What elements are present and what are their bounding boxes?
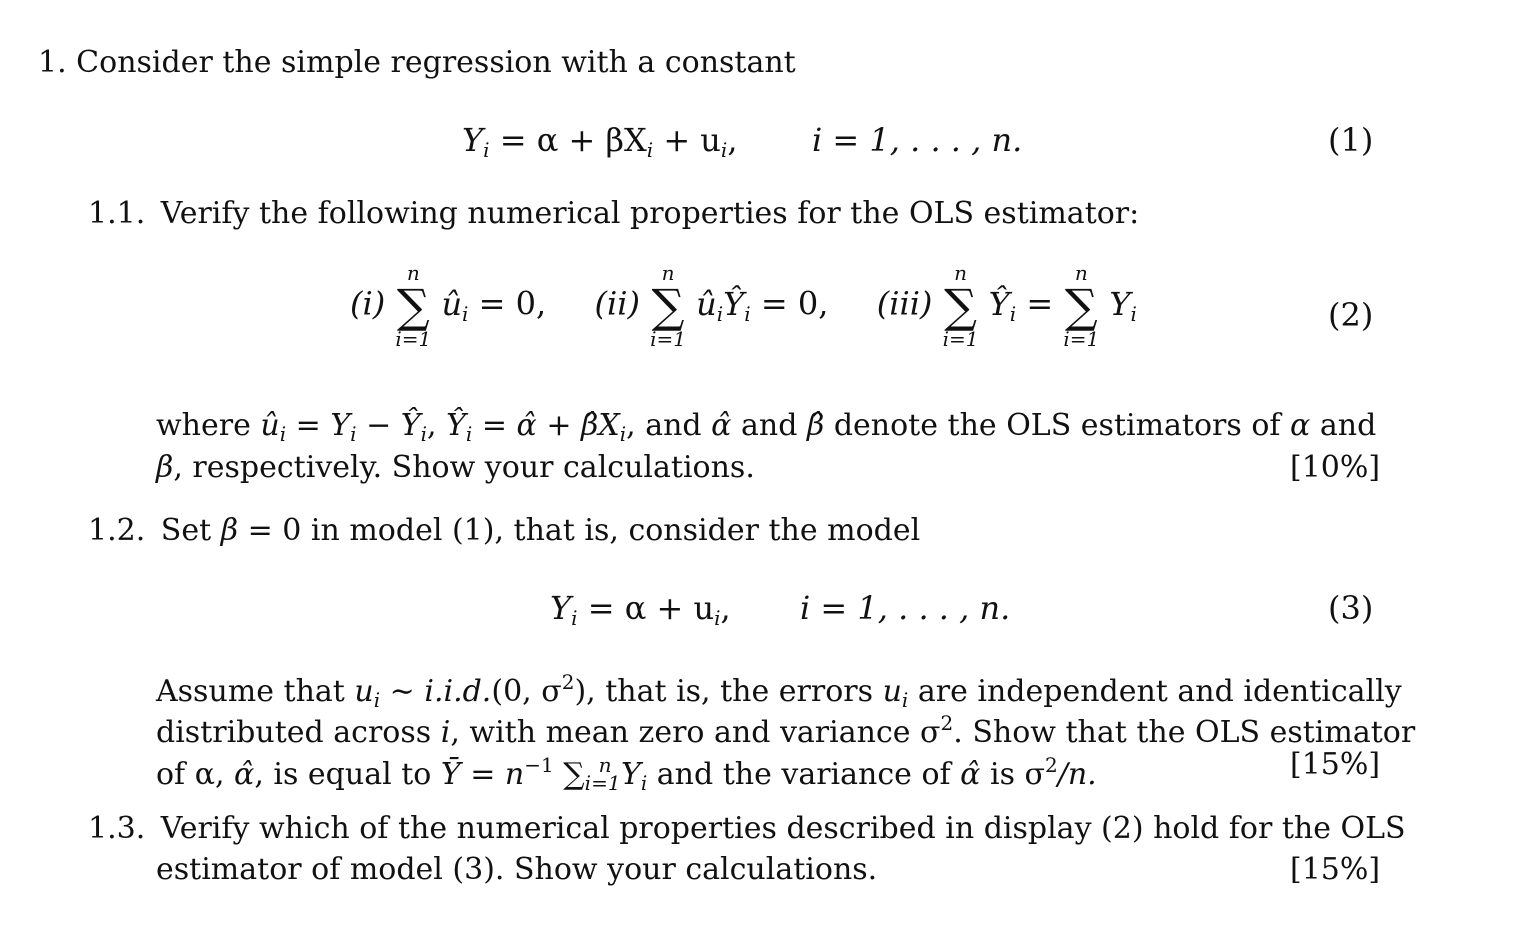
question-1-heading: [38, 46, 796, 80]
assume-line-3: of α, α̂, is equal to Ȳ = $n^{-1}$ $\sum_{i=1}^n$ $Y_i$ and the variance of α̂ is $\sigma^2/n$.: [156, 753, 1097, 795]
question-1-3: 1.3. Verify which of the numerical properties described in display (2) hold for the OLS: [88, 811, 1406, 846]
summation-symbol: n ∑ i=1: [395, 261, 432, 351]
assume-line-1: Assume that $u_i$ ∼ i.i.d.(0, $\sigma^2$), that is, the errors $u_i$ are independent and identically: [156, 670, 1402, 712]
eq1-rhs: = α + βX: [499, 121, 647, 159]
property-i-body: = 0,: [478, 284, 547, 323]
question-number: 1.1.: [88, 196, 146, 231]
summation-symbol: n ∑ i=1: [650, 261, 686, 351]
equation-2-tag: (2): [1328, 296, 1374, 334]
property-ii-body: = 0,: [760, 284, 829, 323]
assume-line-2: distributed across i, with mean zero and variance $\sigma^2$. Show that the OLS estimator: [156, 711, 1416, 750]
question-intro: Consider the simple regression with a constant: [76, 45, 796, 80]
where-line-1: where $û_i = Y_i$ − $Ŷ_i$, $Ŷ_i$ = α̂ + $\betâX_i$, and α̂ and β̂ denote the OLS estimators of α and: [156, 408, 1377, 446]
equation-1-index: i = 1, . . . , n.: [812, 121, 1023, 159]
question-text: Verify the following numerical properties for the OLS estimator:: [160, 196, 1140, 231]
weight-badge: [15%]: [1290, 852, 1381, 887]
weight-badge: [10%]: [1290, 450, 1381, 485]
equation-2: (i) n ∑ i=1 $û_i = 0$, (ii) n ∑ i=1 $û_iŶ_i = 0$, (iii) n ∑ i=1 $Ŷ_i$ = n ∑ i=1 $Y_i$: [350, 261, 1137, 351]
summation-symbol: n ∑ i=1: [1063, 261, 1100, 351]
question-1-2: 1.2. Set β = 0 in model (1), that is, consider the model: [88, 513, 921, 548]
question-1-1: [88, 197, 1139, 231]
summation-symbol: n ∑ i=1: [942, 261, 979, 351]
question-number: 1.2.: [88, 513, 146, 548]
equation-1: $Y_i = \alpha + \beta X_i + u_i$,: [462, 121, 738, 162]
property-iii-label: (iii): [876, 284, 933, 323]
where-line-2: β, respectively. Show your calculations.: [156, 450, 755, 485]
question-number: 1.3.: [88, 811, 146, 846]
equation-3-index: i = 1, . . . , n.: [800, 589, 1011, 627]
equation-3-tag: (3): [1328, 589, 1374, 627]
question-1-3-line-2: estimator of model (3). Show your calculations.: [156, 852, 878, 887]
equation-1-tag: (1): [1328, 121, 1374, 159]
property-ii-label: (ii): [594, 284, 640, 323]
question-number: 1.: [38, 45, 67, 80]
equation-3: $Y_i = \alpha + u_i$,: [550, 589, 731, 630]
property-i-label: (i): [350, 284, 386, 323]
weight-badge: [15%]: [1290, 747, 1381, 782]
